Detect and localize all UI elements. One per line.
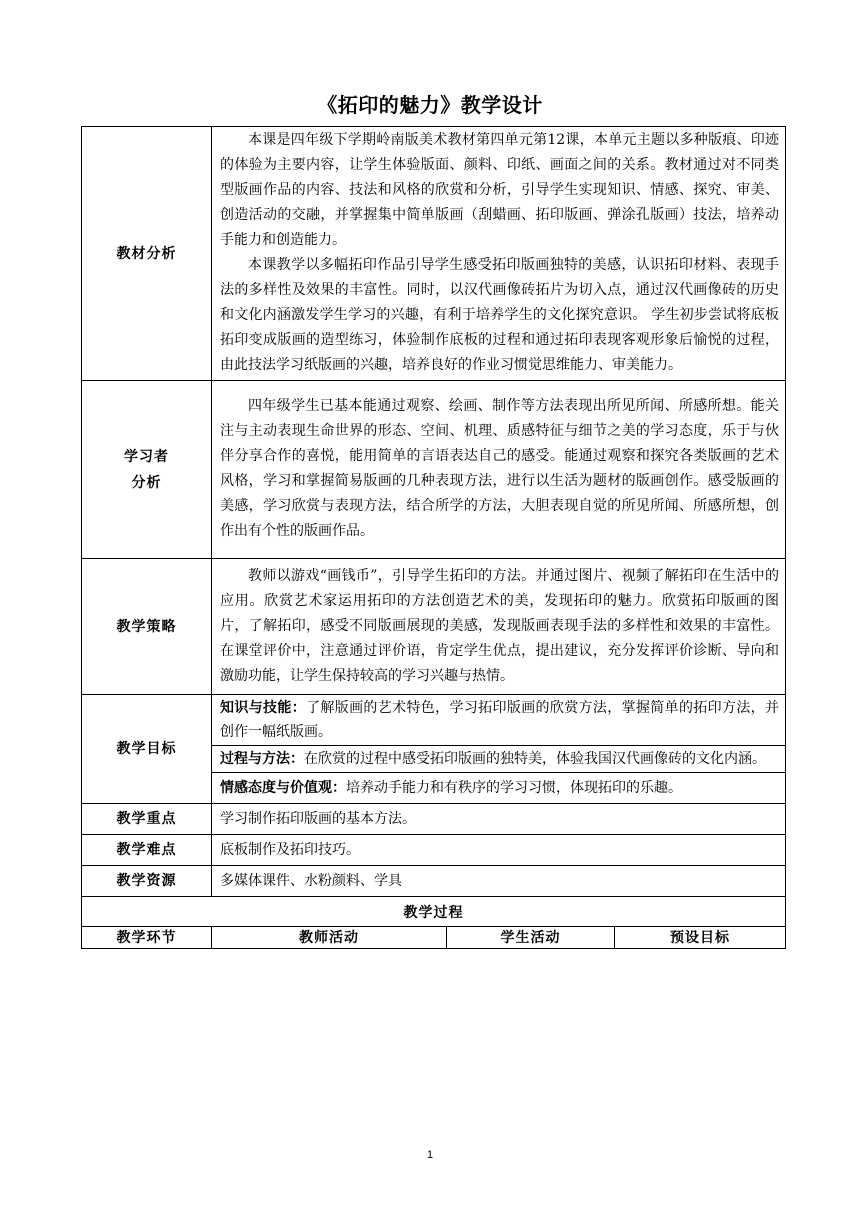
difficulty-row	[82, 835, 786, 866]
column-header-student-activity: 学生活动	[447, 927, 615, 949]
material-paragraph-1: 本课是四年级下学期岭南版美术教材第四单元第12课，本单元主题以多种版痕、印迹的体验为主要内容，让学生体验版面、颜料、印纸、画面之间的关系。教材通过对不同类型版画作品的内容、技法和风格的欣赏和分析，引导学生实现知识、情感、探究、审美、创造活动的交融，并掌握集中简单版画（刮蜡画、拓印版画、弹涂孔版画）技法，培养动手能力和创造能力。	[220, 132, 779, 248]
learner-analysis-label	[82, 381, 212, 559]
learner-analysis-content	[212, 381, 786, 559]
process-column-header-row	[82, 927, 786, 949]
strategy-content	[212, 559, 786, 695]
learner-analysis-row	[82, 381, 786, 559]
goal-process-cell	[212, 746, 786, 773]
process-heading-row	[82, 897, 786, 927]
learner-label-line2: 分析	[131, 474, 162, 491]
key-point-row	[82, 804, 786, 835]
column-header-expected-goal: 预设目标	[615, 927, 786, 949]
learner-label-line1: 学习者	[124, 448, 169, 465]
goal-process-title: 过程与方法：	[220, 751, 304, 767]
resources-text: 多媒体课件、水粉颜料、学具	[220, 873, 402, 889]
goal-knowledge-cell	[212, 695, 786, 746]
document-title: 《拓印的魅力》教学设计	[317, 93, 543, 117]
material-analysis-content	[212, 127, 786, 381]
goal-knowledge-text: 了解版画的艺术特色，学习拓印版画的欣赏方法，掌握简单的拓印方法，并创作一幅纸版画。	[220, 700, 780, 740]
goal-knowledge	[212, 695, 785, 745]
column-header-teacher-activity: 教师活动	[212, 927, 447, 949]
column-header-stage: 教学环节	[82, 927, 212, 949]
goal-attitude-text: 培养动手能力和有秩序的学习习惯，体现拓印的乐趣。	[346, 780, 682, 796]
strategy-paragraph: 教师以游戏“画钱币”，引导学生拓印的方法。并通过图片、视频了解拓印在生活中的应用。欣赏艺术家运用拓印的方法创造艺术的美，发现拓印的魅力。欣赏拓印版画的图片，了解拓印，感受不同版画展现的美感，发现版画表现手法的多样性和效果的丰富性。在课堂评价中，注意通过评价语，肯定学生优点，提出建议，充分发挥评价诊断、导向和激励功能，让学生保持较高的学习兴趣与热情。	[220, 567, 779, 684]
lesson-plan-table	[81, 126, 786, 949]
goal-process	[212, 746, 785, 772]
strategy-label: 教学策略	[82, 559, 212, 695]
learner-paragraph: 四年级学生已基本能通过观察、绘画、制作等方法表现出所见所闻、所感所想。能关注与主动表现生命世界的形态、空间、机理、质感特征与细节之美的学习态度，乐于与伙伴分享合作的喜悦，能用简单的言语表达自己的感受。能通过观察和探究各类版画的艺术风格，学习和掌握简易版画的几种表现方法，进行以生活为题材的版画创作。感受版画的美感，学习欣赏与表现方法，结合所学的方法，大胆表现自觉的所见所闻、所感所想，创作出有个性的版画作品。	[220, 398, 779, 539]
page-number: 1	[426, 1149, 434, 1161]
key-point-label: 教学重点	[82, 804, 212, 835]
resources-label: 教学资源	[82, 866, 212, 897]
key-point-text: 学习制作拓印版画的基本方法。	[220, 811, 416, 827]
goal-attitude-title: 情感态度与价值观：	[220, 780, 346, 796]
resources-row	[82, 866, 786, 897]
resources-cell	[212, 866, 786, 897]
strategy-row	[82, 559, 786, 695]
process-heading: 教学过程	[82, 897, 786, 927]
goals-label: 教学目标	[82, 695, 212, 804]
goal-knowledge-row	[82, 695, 786, 746]
goal-knowledge-title: 知识与技能：	[220, 700, 307, 716]
difficulty-cell	[212, 835, 786, 866]
material-analysis-label: 教材分析	[82, 127, 212, 381]
goal-attitude-cell	[212, 773, 786, 804]
goal-attitude	[212, 773, 785, 803]
goal-process-text: 在欣赏的过程中感受拓印版画的独特美，体验我国汉代画像砖的文化内涵。	[304, 751, 766, 767]
material-paragraph-2: 本课教学以多幅拓印作品引导学生感受拓印版画独特的美感，认识拓印材料、表现手法的多样性及效果的丰富性。同时，以汉代画像砖拓片为切入点，通过汉代画像砖的历史和文化内涵激发学生学习的兴趣，有利于培养学生的文化探究意识。 学生初步尝试将底板拓印变成版画的造型练习，体验制作底板的过程和通过拓印表现客观形象后愉悦的过程，由此技法学习纸版画的兴趣，培养良好的作业习惯觉思维能力、审美能力。	[220, 257, 779, 373]
difficulty-text: 底板制作及拓印技巧。	[220, 842, 360, 858]
material-analysis-row	[82, 127, 786, 381]
difficulty-label: 教学难点	[82, 835, 212, 866]
key-point-cell	[212, 804, 786, 835]
